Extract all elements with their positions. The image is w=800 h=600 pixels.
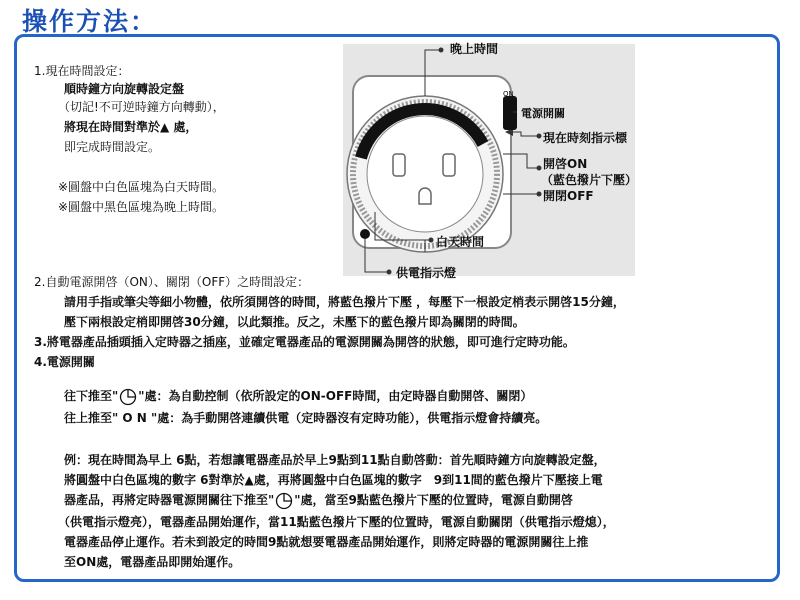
step1-line4: 將現在時間對準於▲ 處，: [64, 120, 198, 134]
step4-up-line: 往上推至" O N "處：為手動開啓連續供電（定時器沒有定時功能），供電指示燈會持續亮。: [64, 411, 548, 425]
step4-down-prefix: 往下推至": [64, 389, 119, 403]
label-switch-on: ON: [503, 90, 514, 98]
example-line5: 電器產品停止運作。若未到設定的時間9點就想要電器產品開始運作，則將定時器的電源開關往上推: [64, 535, 589, 549]
power-switch-slider: [503, 96, 517, 130]
step2-line2: 壓下兩根設定梢即開啓30分鐘，以此類推。反之，未壓下的藍色撥片即為關閉的時間。: [64, 315, 525, 329]
label-current-time: 現在時刻指示標: [543, 131, 628, 145]
example-line2: 將圓盤中白色區塊的數字 6對準於▲處，再將圓盤中白色區塊的數字 9到11間的藍色撥片下壓接上電: [64, 473, 603, 487]
label-night-time: 晚上時間: [450, 42, 499, 56]
step4-down-line: [64, 387, 532, 406]
example-line6: 至ON處，電器產品即開始運作。: [64, 555, 241, 569]
power-led: [360, 229, 370, 239]
example-line3: [64, 491, 573, 510]
step1-line3: （切記!不可逆時鐘方向轉動），: [58, 100, 225, 114]
timer-diagram: [343, 44, 638, 276]
step1-title: 1.現在時間設定：: [34, 64, 130, 78]
example-line4: （供電指示燈亮），電器產品開始運作，當11點藍色撥片下壓的位置時，電源自動關閉（供電指示燈熄），: [58, 515, 615, 529]
label-on-note: （藍色撥片下壓）: [541, 173, 638, 187]
step3-text: 3.將電器產品插頭插入定時器之插座，並確定電器產品的電源開關為開啓的狀態，即可進行定時功能。: [34, 335, 575, 349]
timer-icon: [274, 492, 294, 510]
step1-note-day: ※圓盤中白色區塊為白天時間。: [58, 180, 225, 194]
example-line3-prefix: 器產品，再將定時器電源開關往下推至": [64, 493, 275, 507]
label-power-led: 供電指示燈: [396, 266, 457, 280]
label-off: 開閉OFF: [543, 189, 594, 203]
step4-down-suffix: "處：為自動控制（依所設定的ON-OFF時間，由定時器自動開啓、關閉）: [138, 389, 533, 403]
step1-note-night: ※圓盤中黑色區塊為晚上時間。: [58, 200, 225, 214]
step1-line5: 即完成時間設定。: [64, 140, 161, 154]
step1-line2: 順時鐘方向旋轉設定盤: [64, 82, 185, 96]
example-line3-suffix: "處，當至9點藍色撥片下壓的位置時，電源自動開啓: [294, 493, 573, 507]
step2-title: 2.自動電源開啓（ON）、關閉（OFF）之時間設定：: [34, 275, 310, 289]
dial-center: [367, 116, 483, 232]
step2-line1: 請用手指或筆尖等細小物體，依所須開啓的時間，將藍色撥片下壓 ，每壓下一根設定梢表示開啓15分鐘，: [64, 295, 625, 309]
label-day-time: 白天時間: [436, 235, 485, 249]
timer-icon: [118, 388, 138, 406]
label-power-switch: 電源開關: [521, 107, 565, 120]
step4-title: 4.電源開關: [34, 355, 95, 369]
label-on: 開啓ON: [543, 157, 588, 171]
page-title: 操作方法：: [22, 7, 158, 36]
example-line1: 例：現在時間為早上 6點，若想讓電器產品於早上9點到11點自動啓動：首先順時鐘方向旋轉設定盤，: [64, 453, 606, 467]
